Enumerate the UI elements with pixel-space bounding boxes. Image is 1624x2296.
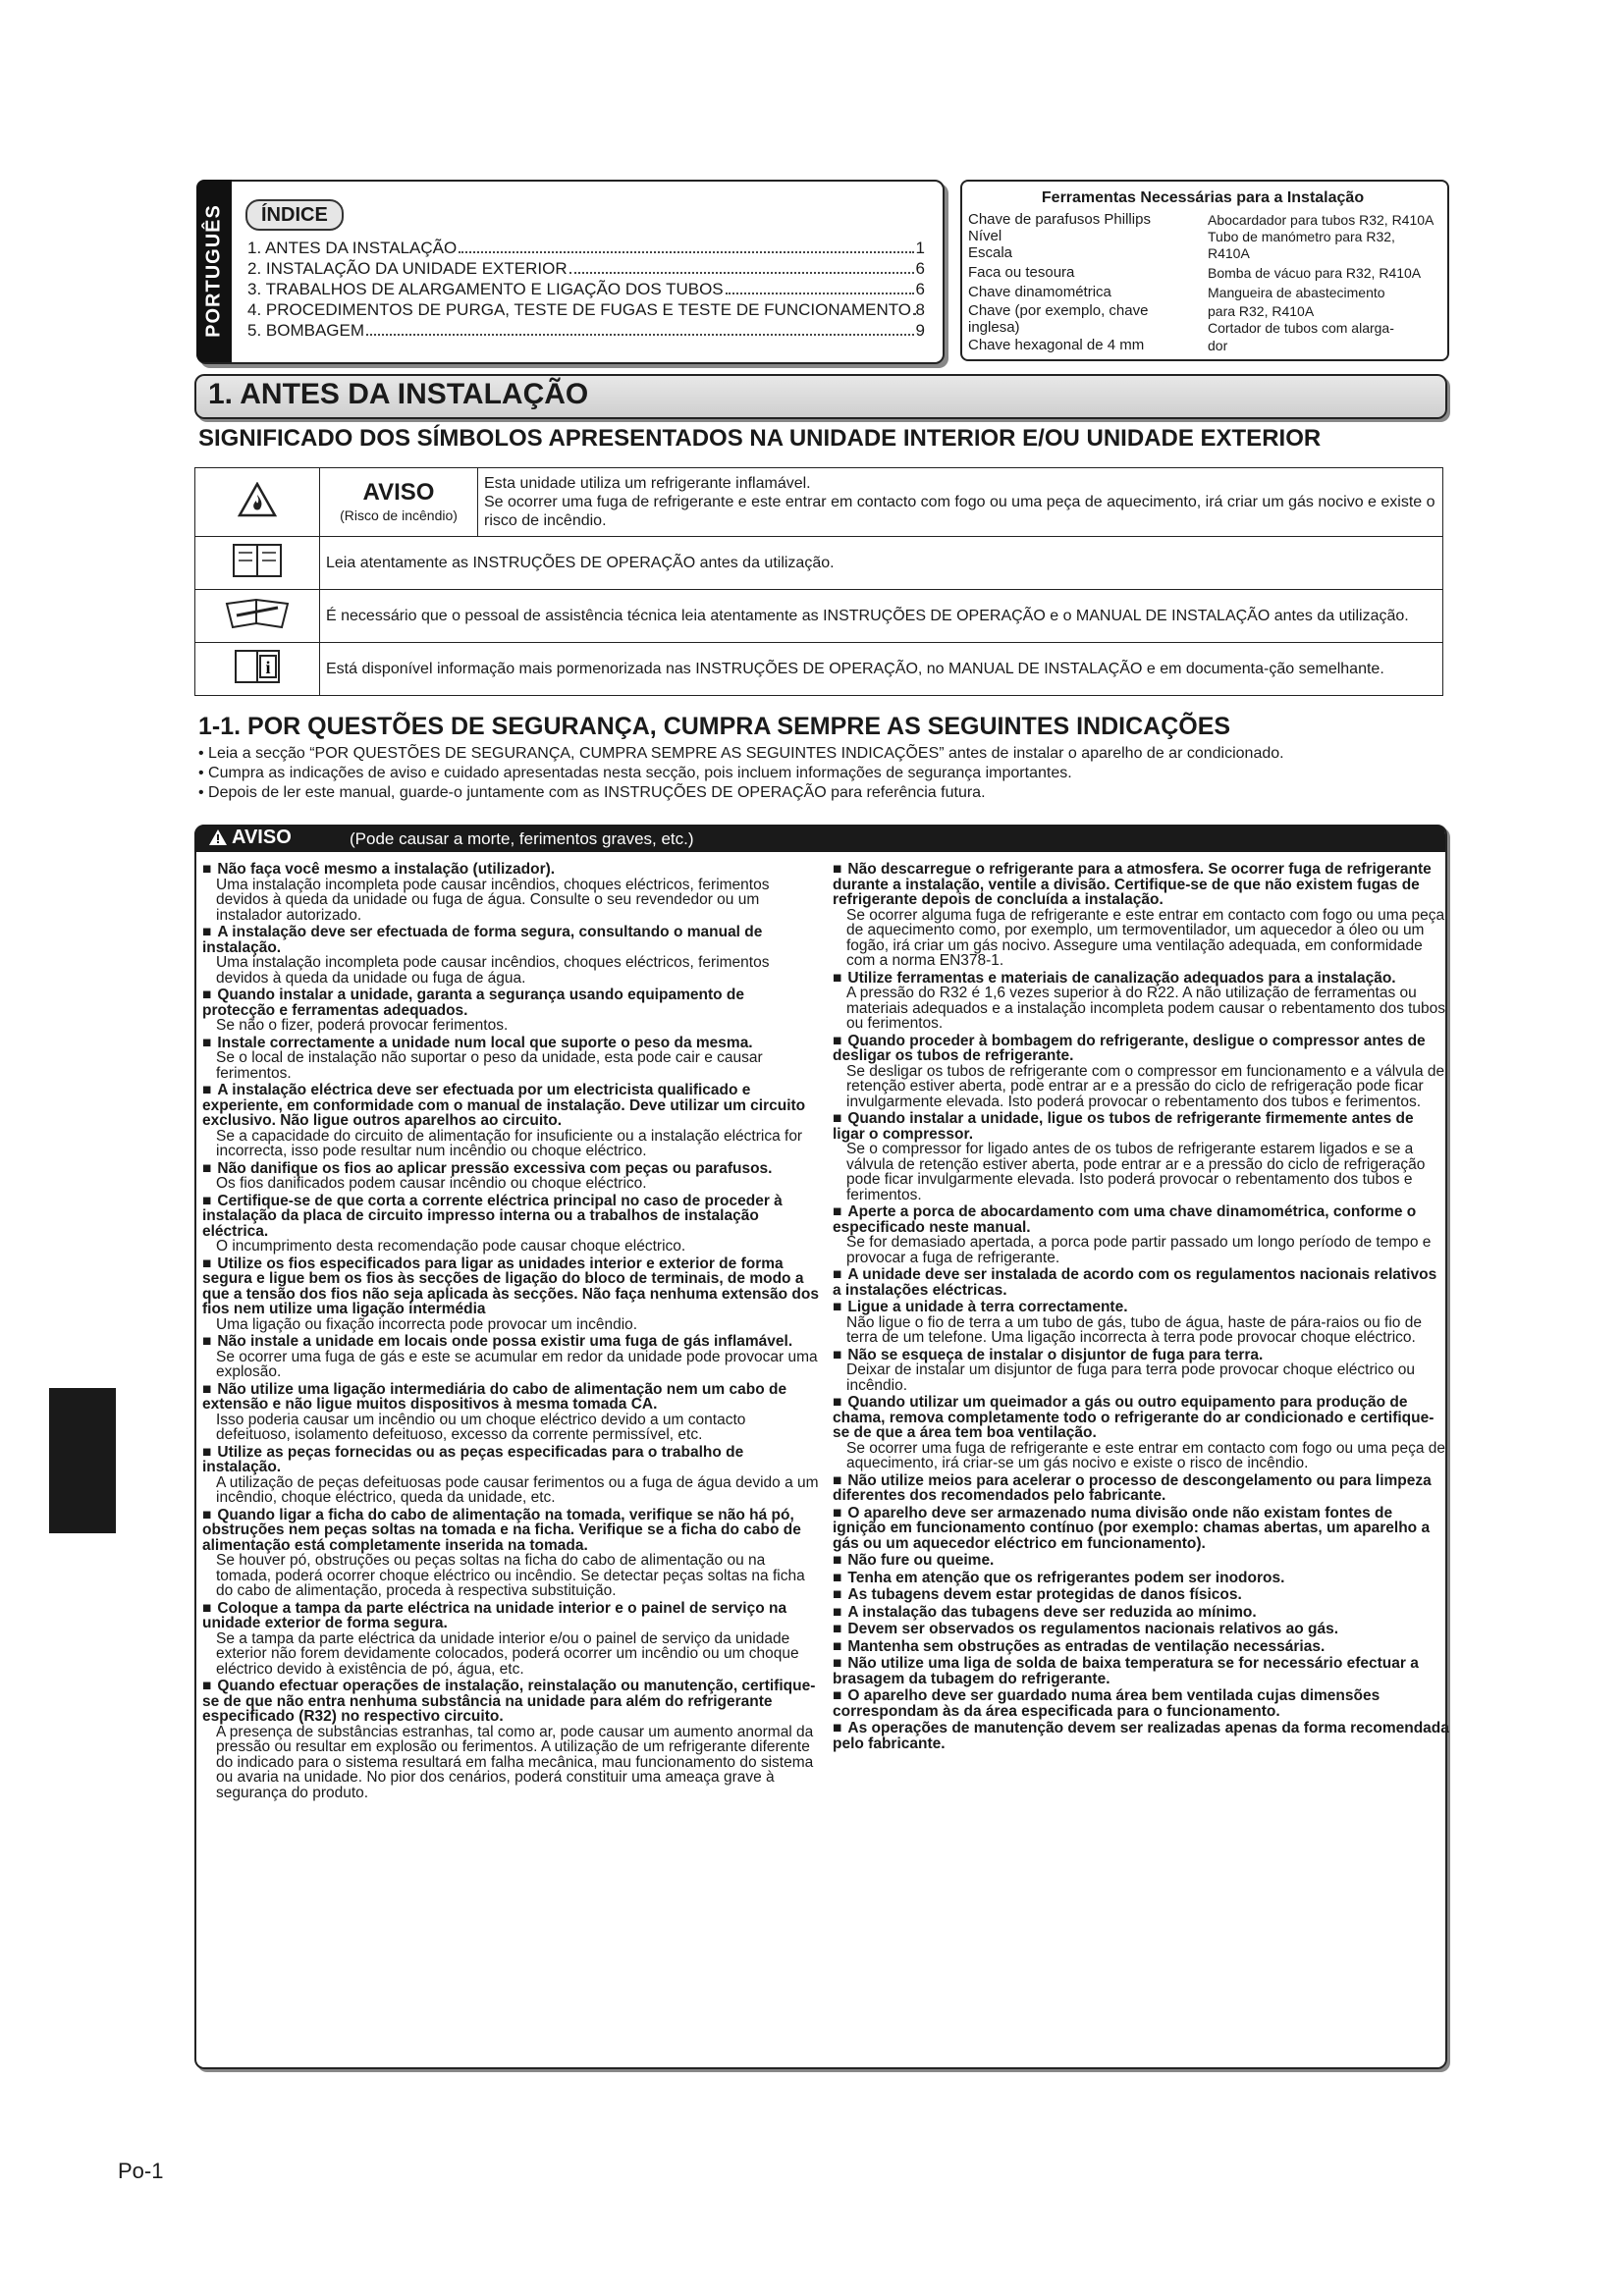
aviso-sub: (Risco de incêndio) [340,507,458,523]
tool-item: Cortador de tubos com alarga- [1208,320,1394,336]
aviso-text: Esta unidade utiliza um refrigerante inflamável. [484,475,811,492]
section-title: 1. ANTES DA INSTALAÇÃO [208,378,589,410]
warning-item-title: ■ Não faça você mesmo a instalação (utilizador). [202,862,819,878]
warning-item-text: Se a tampa da parte eléctrica da unidade interior e/ou o painel de serviço da unidade exterior não forem devidamente colocados, poderá ocorrer um incêndio ou um choque eléctrico devido à existência de pó, água, etc. [216,1629,799,1678]
tool-item: R410A [1208,245,1250,261]
warning-item-text: A utilização de peças defeituosas pode causar ferimentos ou a fuga de água devido a um incêndio, choque eléctrico, queda da unidade, etc. [216,1473,819,1506]
warning-item-text: Se o compressor for ligado antes de os tubos de refrigerante estarem ligados e se a válvula de retenção estiver aberta, pode entrar ar e a pressão do ciclo de refrigeração pode ficar invulgarmente elevada. Isto poderá provocar o rebentamento dos tubos e ferimentos. [846,1141,1426,1203]
warning-item-text: Os fios danificados podem causar incêndio ou choque eléctrico. [216,1175,647,1192]
warning-item-title: ■ As tubagens devem estar protegidas de danos físicos. [833,1587,1449,1603]
tool-item: Mangueira de abastecimento [1208,285,1385,300]
warning-item-text: Uma instalação incompleta pode causar incêndios, choques eléctricos, ferimentos devidos à queda da unidade ou fuga de água. Consulte o seu revendedor ou um instalador autorizado. [216,876,770,924]
safety-bullet: • Leia a secção “POR QUESTÕES DE SEGURANÇA, CUMPRA SEMPRE AS SEGUINTES INDICAÇÕES” antes de instalar o aparelho de ar condicionado. [198,745,1284,762]
page-number: Po-1 [118,2159,164,2183]
warning-subtitle: (Pode causar a morte, ferimentos graves, etc.) [350,829,694,848]
warning-item-text: Isso poderia causar um incêndio ou um choque eléctrico devido a um contacto defeituoso, isolamento defeituoso, excesso da corrente permissível, etc. [216,1411,746,1443]
warning-item-title: ■ Tenha em atenção que os refrigerantes podem ser inodoros. [833,1571,1449,1586]
tool-item: Chave (por exemplo, chave [968,302,1149,319]
warning-item-text: Se for demasiado apertada, a porca pode partir passado um longo período de tempo e provocar a fuga de refrigerante. [846,1234,1432,1266]
warning-left-column [202,860,819,1800]
warning-item-title: ■ Não descarregue o refrigerante para a atmosfera. Se ocorrer fuga de refrigerante durante a instalação, ventile a divisão. Certifique-se de que não existem fugas de refrigerante depois de concluída a instalação. [833,862,1449,908]
warning-item-text: Se o local de instalação não suportar o peso da unidade, esta pode cair e causar ferimentos. [216,1049,763,1082]
tool-item: Tubo de manómetro para R32, [1208,229,1395,244]
toc-item[interactable]: 3. TRABALHOS DE ALARGAMENTO E LIGAÇÃO DOS TUBOS 6 [247,280,925,298]
symbol-text: Está disponível informação mais pormenorizada nas INSTRUÇÕES DE OPERAÇÃO, no MANUAL DE INSTALAÇÃO e em documenta-ção semelhante. [320,643,1443,696]
warning-item-title: ■ Aperte a porca de abocardamento com uma chave dinamométrica, conforme o especificado neste manual. [833,1204,1449,1235]
warning-title: AVISO [232,827,292,848]
warning-item-title: ■ O aparelho deve ser armazenado numa divisão onde não existam fontes de ignição em funcionamento contínuo (por exemplo: chamas abertas, um aparelho a gás ou um aquecedor eléctrico em funcionamento). [833,1506,1449,1552]
warning-item-title: ■ A instalação das tubagens deve ser reduzida ao mínimo. [833,1605,1449,1621]
warning-right-column [833,860,1449,1751]
warning-item-title: ■ Instale correctamente a unidade num local que suporte o peso da mesma. [202,1036,819,1051]
warning-item-title: ■ O aparelho deve ser guardado numa área bem ventilada cujas dimensões correspondam às da área especificada para o funcionamento. [833,1688,1449,1719]
warning-item-title: ■ Não utilize uma ligação intermediária do cabo de alimentação nem um cabo de extensão e não ligue muitos dispositivos à mesma tomada CA. [202,1382,819,1413]
warning-item-text: Se não o fizer, poderá provocar ferimentos. [216,1017,509,1034]
warning-item-title: ■ As operações de manutenção devem ser realizadas apenas da forma recomendada pelo fabricante. [833,1721,1449,1751]
language-tab [196,180,232,362]
warning-item-title: ■ Não danifique os fios ao aplicar pressão excessiva com peças ou parafusos. [202,1161,819,1177]
warning-item-title: ■ A unidade deve ser instalada de acordo com os regulamentos nacionais relativos a instalações eléctricas. [833,1267,1449,1298]
warning-item-title: ■ A instalação eléctrica deve ser efectuada por um electricista qualificado e experiente, em conformidade com o manual de instalação. Deve utilizar um circuito exclusivo. Não ligue outros aparelhos ao circuito. [202,1083,819,1129]
warning-item-title: ■ Não se esqueça de instalar o disjuntor de fuga para terra. [833,1348,1449,1363]
toc-item[interactable]: 1. ANTES DA INSTALAÇÃO 1 [247,239,925,257]
warning-item-text: A presença de substâncias estranhas, tal como ar, pode causar um aumento anormal da pressão ou resultar em explosão ou ferimentos. A utilização de um refrigerante diferente do indicado para o sistema resultará em falha mecânica, mau funcionamento do sistema ou avaria na unidade. No pior dos cenários, poderá constituir uma ameaça grave à segurança do produto. [216,1723,814,1801]
warning-item-title: ■ Quando instalar a unidade, ligue os tubos de refrigerante firmemente antes de ligar o compressor. [833,1111,1449,1142]
tool-item: Chave de parafusos Phillips [968,211,1151,228]
safety-bullet: • Cumpra as indicações de aviso e cuidado apresentadas nesta secção, pois incluem informações de segurança importantes. [198,765,1072,781]
symbol-text: É necessário que o pessoal de assistência técnica leia atentamente as INSTRUÇÕES DE OPERAÇÃO e o MANUAL DE INSTALAÇÃO antes da utilização. [320,590,1443,643]
warning-item-title: ■ Mantenha sem obstruções as entradas de ventilação necessárias. [833,1639,1449,1655]
warning-item-text: Deixar de instalar um disjuntor de fuga para terra pode provocar choque eléctrico ou incêndio. [846,1362,1415,1394]
warning-item-title: ■ Certifique-se de que corta a corrente eléctrica principal no caso de proceder à instalação da placa de circuito impresso interna ou a trabalhos de instalação eléctrica. [202,1194,819,1240]
warning-item-title: ■ Ligue a unidade à terra correctamente. [833,1300,1449,1315]
warning-item-title: ■ Utilize as peças fornecidas ou as peças especificadas para o trabalho de instalação. [202,1445,819,1475]
manual-book-icon [195,537,320,590]
warning-item-title: ■ Devem ser observados os regulamentos nacionais relativos ao gás. [833,1622,1449,1637]
warning-item-text: Se houver pó, obstruções ou peças soltas na ficha do cabo de alimentação ou na tomada, poderá ocorrer choque eléctrico ou incêndio. Se detectar peças soltas na ficha do cabo de alimentação, proceda à respectiva substituição. [216,1552,805,1599]
warning-item-text: Se a capacidade do circuito de alimentação for insuficiente ou a instalação eléctrica for incorrecta, isso pode resultar num incêndio ou choque eléctrico. [216,1127,803,1159]
safety-bullet: • Depois de ler este manual, guarde-o juntamente com as INSTRUÇÕES DE OPERAÇÃO para referência futura. [198,784,986,801]
info-book-icon [195,643,320,696]
symbols-heading: SIGNIFICADO DOS SÍMBOLOS APRESENTADOS NA UNIDADE INTERIOR E/OU UNIDADE EXTERIOR [198,425,1322,452]
warning-item-title: ■ Utilize os fios especificados para ligar as unidades interior e exterior de forma segura e ligue bem os fios às secções de ligação do bloco de terminais, de modo a que a tensão dos fios não seja aplicada às secções. Não faça nenhuma extensão dos fios nem utilize uma ligação intermédia [202,1256,819,1317]
warning-triangle-icon [208,828,228,846]
safety-heading: 1-1. POR QUESTÕES DE SEGURANÇA, CUMPRA SEMPRE AS SEGUINTES INDICAÇÕES [198,713,1231,740]
symbol-text: Leia atentamente as INSTRUÇÕES DE OPERAÇÃO antes da utilização. [320,537,1443,590]
tool-item: Bomba de vácuo para R32, R410A [1208,265,1422,281]
tools-title: Ferramentas Necessárias para a Instalação [1041,189,1365,206]
symbols-table [194,467,1443,696]
warning-item-title: ■ Quando instalar a unidade, garanta a segurança usando equipamento de protecção e ferramentas adequados. [202,988,819,1018]
aviso-text: Se ocorrer uma fuga de refrigerante e este entrar em contacto com fogo ou uma peça de aquecimento, irá criar um gás nocivo e existe o risco de incêndio. [484,494,1435,529]
warning-item-text: Uma instalação incompleta pode causar incêndios, choques eléctricos, ferimentos devidos à queda da unidade ou fuga de água. [216,954,770,987]
aviso-text-cell [478,468,1443,537]
tool-item: para R32, R410A [1208,303,1315,319]
tool-item: inglesa) [968,319,1020,336]
svg-text:i: i [265,658,271,677]
side-marker [49,1388,116,1533]
warning-item-title: ■ Não fure ou queime. [833,1553,1449,1569]
tool-item: Nível [968,228,1002,244]
tool-item: dor [1208,338,1228,353]
warning-item-text: A pressão do R32 é 1,6 vezes superior à do R22. A não utilização de ferramentas ou materiais adequados e a instalação incompleta podem causar o rebentamento dos tubos ou ferimentos. [846,985,1446,1032]
warning-item-title: ■ A instalação deve ser efectuada de forma segura, consultando o manual de instalação. [202,925,819,955]
warning-item-title: ■ Quando efectuar operações de instalação, reinstalação ou manutenção, certifique-se de que não entra nenhuma substância na unidade para além do refrigerante especificado (R32) no respectivo circuito. [202,1679,819,1725]
warning-item-title: ■ Quando utilizar um queimador a gás ou outro equipamento para produção de chama, remova completamente todo o refrigerante do ar condicionado e certifique-se de que a área tem boa ventilação. [833,1395,1449,1441]
warning-item-title: ■ Não utilize uma liga de solda de baixa temperatura se for necessário efectuar a brasagem da tubagem do refrigerante. [833,1656,1449,1686]
warning-item-text: Não ligue o fio de terra a um tubo de gás, tubo de água, haste de pára-raios ou fio de terra de um telefone. Uma ligação incorrecta à terra pode provocar choque eléctrico. [846,1313,1422,1346]
language-label: PORTUGUÊS [202,204,225,338]
warning-item-text: Se desligar os tubos de refrigerante com o compressor em funcionamento e a válvula de retenção estiver aberta, pode entrar ar e a pressão do ciclo de refrigeração pode ficar invulgarmente elevada. Isto poderá provocar o rebentamento dos tubos e ferimentos. [846,1062,1445,1110]
warning-item-text: Uma ligação ou fixação incorrecta pode provocar um incêndio. [216,1315,638,1333]
warning-item-title: ■ Não instale a unidade em locais onde possa existir uma fuga de gás inflamável. [202,1334,819,1350]
toc-item[interactable]: 5. BOMBAGEM 9 [247,321,925,340]
aviso-label: AVISO [362,479,435,506]
toc-item[interactable]: 4. PROCEDIMENTOS DE PURGA, TESTE DE FUGAS E TESTE DE FUNCIONAMENTO 8 [247,300,925,319]
warning-item-title: ■ Não utilize meios para acelerar o processo de descongelamento ou para limpeza diferentes dos recomendados pelo fabricante. [833,1473,1449,1504]
aviso-label-cell [320,468,478,537]
warning-item-title: ■ Quando ligar a ficha do cabo de alimentação na tomada, verifique se não há pó, obstruções nem peças soltas na tomada e na ficha. Verifique se a ficha do cabo de alimentação está completamente inserida na tomada. [202,1508,819,1554]
toc-title: ÍNDICE [245,199,344,231]
warning-item-title: ■ Coloque a tampa da parte eléctrica na unidade interior e o painel de serviço na unidade exterior de forma segura. [202,1601,819,1631]
tool-item: Chave hexagonal de 4 mm [968,337,1145,353]
warning-item-text: Se ocorrer uma fuga de refrigerante e este entrar em contacto com fogo ou uma peça de aquecimento, irá criar-se um gás nocivo e existe o risco de incêndio. [846,1439,1446,1471]
tool-item: Faca ou tesoura [968,264,1075,281]
toc-item[interactable]: 2. INSTALAÇÃO DA UNIDADE EXTERIOR 6 [247,259,925,278]
warning-item-text: Se ocorrer uma fuga de gás e este se acumular em redor da unidade pode provocar uma explosão. [216,1348,818,1380]
tool-item: Chave dinamométrica [968,284,1111,300]
warning-item-title: ■ Quando proceder à bombagem do refrigerante, desligue o compressor antes de desligar os tubos de refrigerante. [833,1034,1449,1064]
service-manual-icon [195,590,320,643]
warning-item-text: O incumprimento desta recomendação pode causar choque eléctrico. [216,1238,686,1255]
warning-item-text: Se ocorrer alguma fuga de refrigerante e este entrar em contacto com fogo ou uma peça de aquecimento como, por exemplo, um termoventilador, um aquecedor a óleo ou um fogão, irá criar um gás nocivo. Assegure uma ventilação adequada, em conformidade com a norma EN378-1. [846,906,1445,969]
warning-item-title: ■ Utilize ferramentas e materiais de canalização adequados para a instalação. [833,971,1449,987]
tool-item: Escala [968,244,1013,261]
tool-item: Abocardador para tubos R32, R410A [1208,212,1435,228]
flame-warning-icon [195,468,320,537]
